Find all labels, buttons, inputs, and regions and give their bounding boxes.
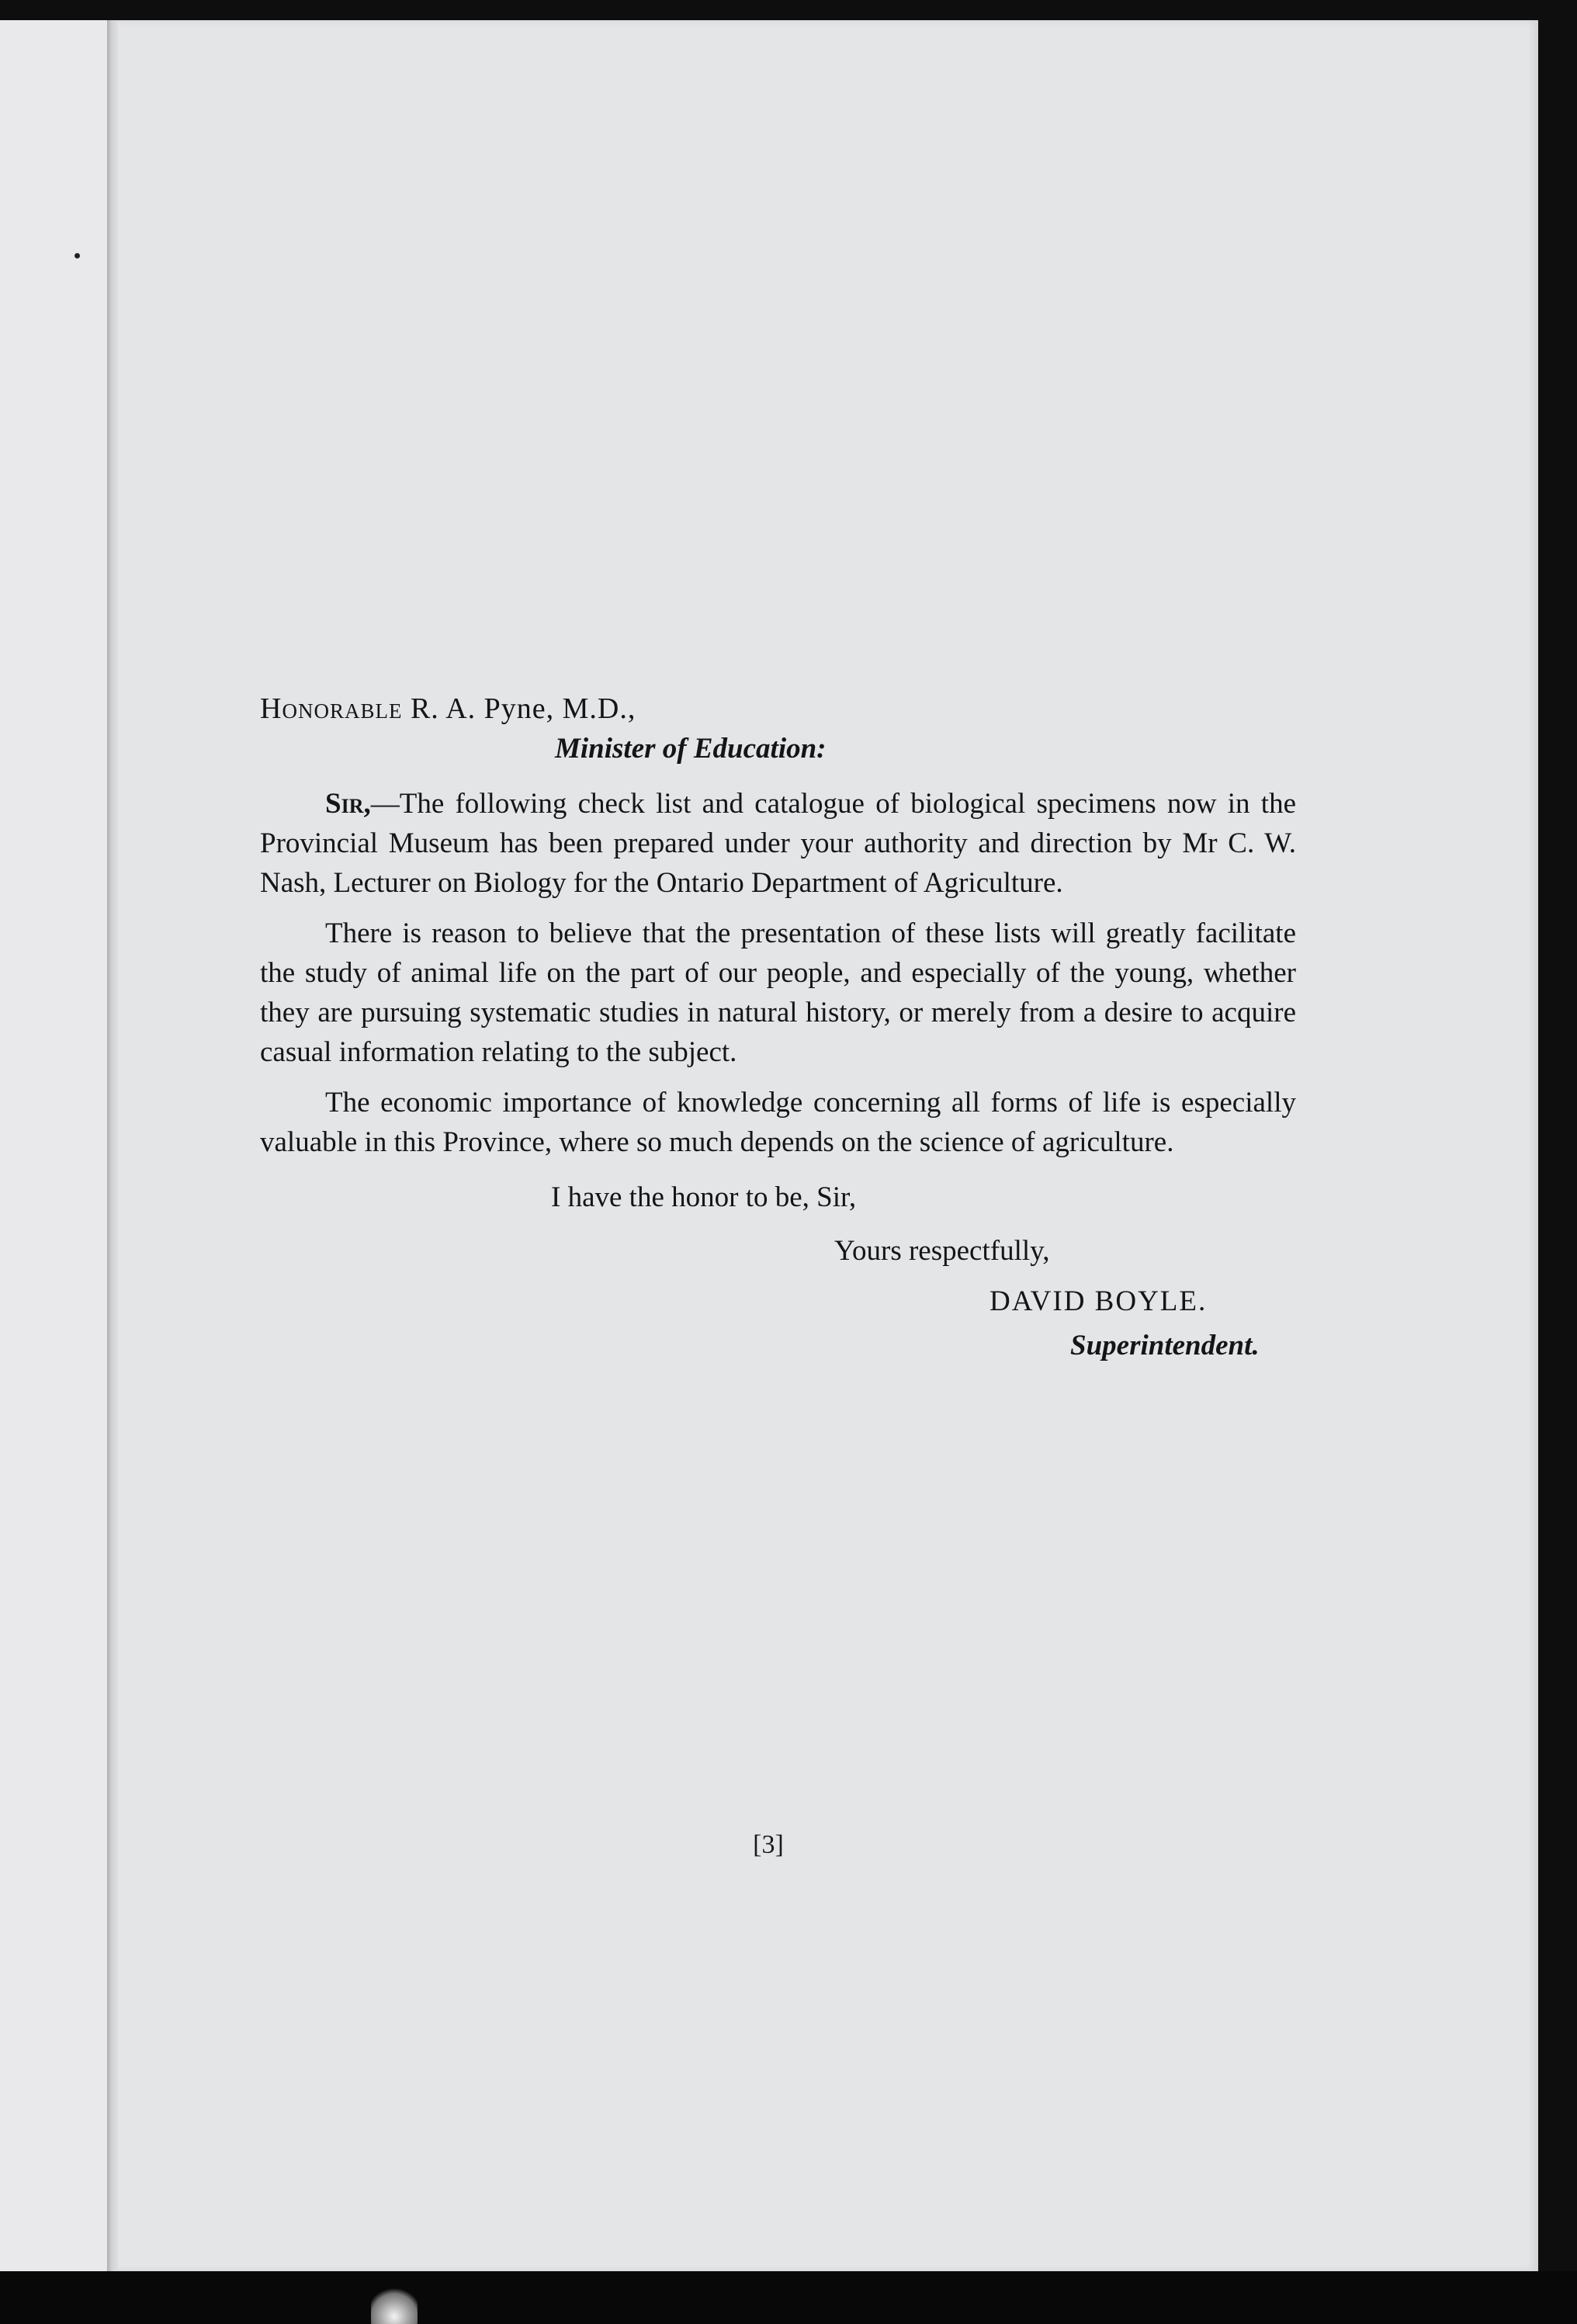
left-margin	[0, 20, 116, 2271]
ink-speck	[75, 253, 80, 258]
binding-fold	[107, 20, 118, 2271]
recipient-title: Minister of Education:	[555, 733, 827, 765]
paragraph-2: There is reason to believe that the presentation of these lists will greatly facilitate the study of animal life on the part of our people, and especially of the young, whether they are pursuing systematic studies in natural history, or merely from a desire to acquire casual information relating to the subject.	[260, 917, 1296, 1068]
signature-name: DAVID BOYLE.	[990, 1285, 1208, 1317]
salutation-sir: Sir,	[325, 788, 371, 820]
paragraph-1	[260, 784, 1296, 903]
closing-line: I have the honor to be, Sir,	[551, 1181, 857, 1213]
page-number: [3]	[753, 1830, 784, 1859]
scanner-bottom-edge	[0, 2271, 1577, 2324]
salutation-honorific: Honorable	[260, 692, 403, 725]
salutation	[260, 689, 1296, 729]
valediction: Yours respectfully,	[834, 1235, 1050, 1267]
paragraph-3: The economic importance of knowledge concerning all forms of life is especially valuable in this Province, where so much depends on the science of agriculture.	[260, 1087, 1296, 1158]
salutation-name: R. A. Pyne, M.D.,	[402, 692, 636, 725]
paper-page	[0, 20, 1538, 2271]
signature-title: Superintendent.	[1070, 1330, 1260, 1361]
letter-body	[260, 689, 1296, 1365]
scanner-glare	[371, 2287, 418, 2324]
paragraph-1-text: —The following check list and catalogue of biological specimens now in the Provincial Museum has been prepared under your authority and direction by Mr C. W. Nash, Lecturer on Biology for the Ontario Department of Agriculture.	[260, 788, 1296, 899]
